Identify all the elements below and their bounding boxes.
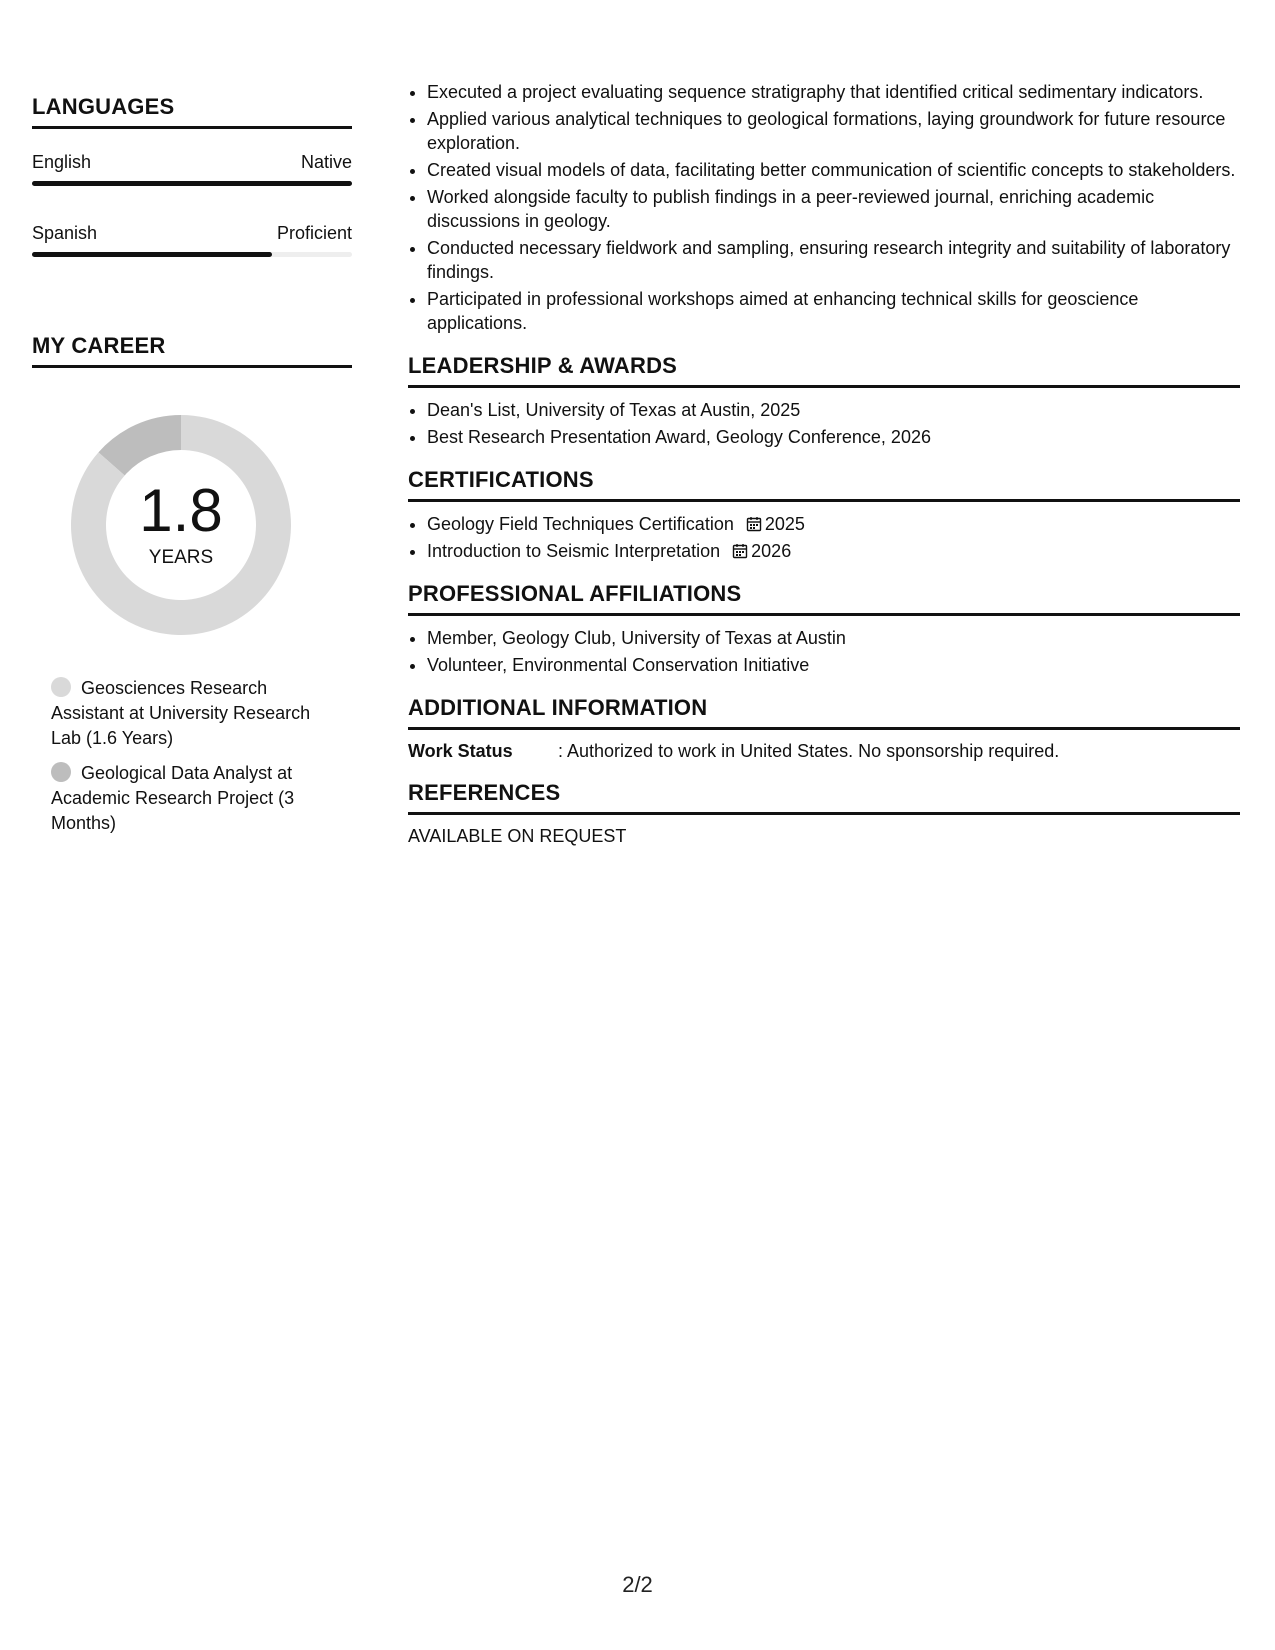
career-role-label: Geosciences Research Assistant at University Research Lab (1.6 Years)	[51, 678, 311, 748]
calendar-icon	[732, 543, 748, 559]
certification-name: Geology Field Techniques Certification	[427, 514, 734, 534]
work-status-row	[408, 740, 1240, 762]
affiliations-title: PROFESSIONAL AFFILIATIONS	[408, 581, 1240, 616]
certifications-title: CERTIFICATIONS	[408, 467, 1240, 502]
career-legend-item	[51, 676, 341, 751]
career-legend-item	[51, 761, 341, 836]
additional-section	[408, 695, 1240, 762]
certification-name: Introduction to Seismic Interpretation	[427, 541, 721, 561]
calendar-icon	[746, 516, 762, 532]
leadership-item: • Best Research Presentation Award, Geology Conference, 2026	[427, 425, 1240, 449]
certification-item	[427, 539, 1240, 563]
language-bar-fill	[32, 181, 352, 186]
references-text: AVAILABLE ON REQUEST	[408, 826, 627, 846]
language-bar-fill	[32, 252, 272, 257]
experience-bullet: • Applied various analytical techniques to geological formations, laying groundwork for future resource exploration.	[427, 107, 1240, 155]
language-bar	[32, 252, 352, 257]
legend-dot-icon	[51, 677, 71, 697]
references-section	[408, 780, 1240, 847]
career-donut	[66, 410, 296, 640]
experience-bullet: • Conducted necessary fieldwork and sampling, ensuring research integrity and suitability of laboratory findings.	[427, 236, 1240, 284]
work-status-label: Work Status	[408, 741, 513, 761]
certifications-section	[408, 467, 1240, 563]
experience-bullet: • Created visual models of data, facilitating better communication of scientific concepts to stakeholders.	[427, 158, 1240, 182]
career-total-unit: YEARS	[148, 547, 214, 568]
references-title: REFERENCES	[408, 780, 1240, 815]
work-status-value: : Authorized to work in United States. No sponsorship required.	[558, 741, 1060, 761]
certification-year: 2025	[764, 514, 805, 534]
language-item	[32, 151, 352, 186]
right-column	[408, 0, 1240, 847]
left-column	[32, 0, 352, 846]
leadership-title: LEADERSHIP & AWARDS	[408, 353, 1240, 388]
experience-bullet: • Worked alongside faculty to publish findings in a peer-reviewed journal, enriching academic discussions in geology.	[427, 185, 1240, 233]
career-legend	[51, 676, 341, 836]
certification-year: 2026	[751, 541, 792, 561]
leadership-section	[408, 353, 1240, 449]
page-number: 2/2	[622, 1572, 653, 1597]
affiliation-item: • Member, Geology Club, University of Texas at Austin	[427, 626, 1240, 650]
career-title: MY CAREER	[32, 333, 352, 368]
experience-bullet-list	[408, 80, 1240, 335]
certification-item	[427, 512, 1240, 536]
affiliations-section	[408, 581, 1240, 677]
experience-bullet: • Participated in professional workshops aimed at enhancing technical skills for geoscience applications.	[427, 287, 1240, 335]
language-name: Spanish	[32, 223, 98, 243]
leadership-item: • Dean's List, University of Texas at Austin, 2025	[427, 398, 1240, 422]
languages-title: LANGUAGES	[32, 94, 352, 129]
career-total-value: 1.8	[139, 477, 223, 544]
affiliation-item: • Volunteer, Environmental Conservation Initiative	[427, 653, 1240, 677]
language-item	[32, 222, 352, 257]
language-bar	[32, 181, 352, 186]
language-level: Proficient	[276, 223, 352, 243]
legend-dot-icon	[51, 762, 71, 782]
experience-bullet: • Executed a project evaluating sequence stratigraphy that identified critical sedimentary indicators.	[427, 80, 1240, 104]
language-name: English	[32, 152, 92, 172]
additional-title: ADDITIONAL INFORMATION	[408, 695, 1240, 730]
career-role-label: Geological Data Analyst at Academic Research Project (3 Months)	[51, 763, 295, 833]
language-level: Native	[300, 152, 352, 172]
